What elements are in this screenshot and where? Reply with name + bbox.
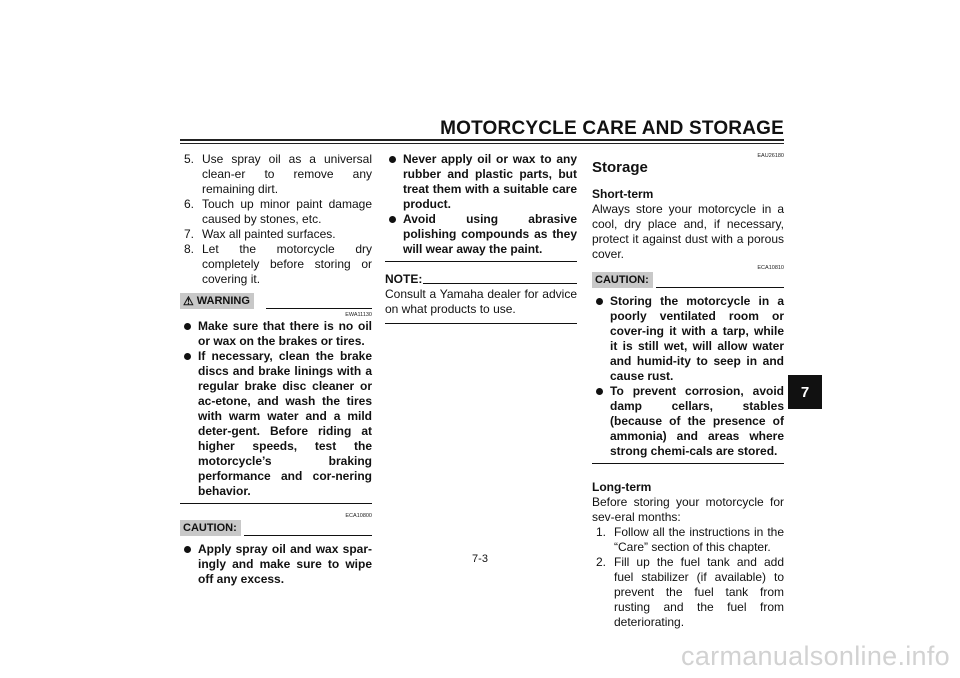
caution-item [385, 152, 577, 212]
caution-header [180, 520, 372, 538]
step-text: Fill up the fuel tank and add fuel stabilizer (if available) to prevent the fuel tank from rusting and the fuel from deteriorating. [614, 555, 784, 629]
caution-item-text: Never apply oil or wax to any rubber and plastic parts, but treat them with a suitable care product. [403, 152, 577, 211]
warning-label: WARNING [196, 295, 250, 307]
caution-badge [592, 272, 653, 288]
watermark: carmanualsonline.info [681, 641, 950, 671]
caution-item [180, 542, 372, 587]
caution-item-text: Apply spray oil and wax spar-ingly and make sure to wipe off any excess. [198, 542, 372, 586]
caution-header [592, 272, 784, 290]
note-text: Consult a Yamaha dealer for advice on what products to use. [385, 287, 577, 316]
step-text: Touch up minor paint damage caused by stones, etc. [202, 197, 372, 226]
step-text: Use spray oil as a universal clean-er to remove any remaining dirt. [202, 152, 372, 196]
chapter-tab: 7 [788, 375, 822, 409]
caution-box-bottom [592, 463, 784, 464]
bullet-icon [184, 323, 191, 330]
short-term-text: Always store your motorcycle in a cool, dry place and, if necessary, protect it against dust with a porous cover. [592, 202, 784, 261]
long-term-text: Before storing your motorcycle for sev-eral months: [592, 495, 784, 524]
caution-item [592, 294, 784, 384]
cleaning-steps [180, 152, 372, 287]
title-rule [180, 139, 784, 141]
bullet-icon [389, 216, 396, 223]
caution-item-text: Avoid using abrasive polishing compounds as they will wear away the paint. [403, 212, 577, 256]
caution-badge [180, 520, 241, 536]
caution-label: CAUTION: [595, 274, 649, 286]
warning-triangle-icon: ⚠ [183, 294, 194, 308]
warning-item-text: If necessary, clean the brake discs and brake linings with a regular brake disc cleaner or ac-etone, and wash the tires with warm water and a mild deter-gent. Before riding at higher speeds, test the motorcycle’s braking performance and cor-nering behavior. [198, 349, 372, 498]
column-right [592, 152, 784, 630]
section-code: EAU26180 [757, 153, 784, 159]
step-item [180, 242, 372, 287]
warning-item-text: Make sure that there is no oil or wax on the brakes or tires. [198, 319, 372, 348]
step-item [180, 227, 372, 242]
caution-box-bottom [385, 261, 577, 262]
step-text: Wax all painted surfaces. [202, 227, 336, 241]
warning-header [180, 293, 372, 311]
caution-item-text: To prevent corrosion, avoid damp cellars, stables (because of the presence of ammonia) and areas where strong chemi-cals are stored. [610, 384, 784, 458]
caution-rule [656, 287, 784, 288]
step-number: 8. [184, 242, 195, 256]
caution-item-text: Storing the motorcycle in a poorly ventilated room or cover-ing it with a tarp, while it is still wet, will allow water and humid-ity to seep in and cause rust. [610, 294, 784, 383]
bullet-icon [389, 156, 396, 163]
title-rule-thin [180, 143, 784, 144]
step-number: 5. [184, 152, 195, 166]
note-rule [423, 283, 577, 284]
column-middle [385, 152, 577, 324]
section-title: Storage [592, 159, 648, 176]
caution-code: ECA10810 [757, 265, 784, 271]
step-text: Follow all the instructions in the “Care” section of this chapter. [614, 525, 784, 554]
caution-rule [244, 535, 372, 536]
note-box-bottom [385, 323, 577, 324]
step-text: Let the motorcycle dry completely before storing or covering it. [202, 242, 372, 286]
caution-item [592, 384, 784, 459]
step-number: 6. [184, 197, 195, 211]
bullet-icon [184, 546, 191, 553]
step-number: 1. [596, 525, 607, 539]
bullet-icon [596, 388, 603, 395]
bullet-icon [184, 353, 191, 360]
warning-code: EWA11130 [345, 312, 372, 318]
bullet-icon [596, 298, 603, 305]
step-item [180, 152, 372, 197]
long-term-heading: Long-term [592, 480, 652, 494]
page-title: MOTORCYCLE CARE AND STORAGE [440, 118, 784, 139]
storage-steps [592, 525, 784, 630]
step-item [592, 555, 784, 630]
caution-code: ECA10800 [345, 513, 372, 519]
warning-item [180, 319, 372, 349]
note-label: NOTE: [385, 272, 423, 286]
note-header [385, 272, 577, 287]
warning-badge [180, 293, 254, 309]
warning-item [180, 349, 372, 499]
warning-rule [266, 308, 372, 309]
short-term-heading: Short-term [592, 187, 654, 201]
step-number: 2. [596, 555, 607, 569]
page-number: 7-3 [472, 553, 488, 565]
step-item [592, 525, 784, 555]
warning-box-bottom [180, 503, 372, 504]
step-item [180, 197, 372, 227]
caution-item [385, 212, 577, 257]
step-number: 7. [184, 227, 195, 241]
column-left [180, 152, 372, 587]
caution-label: CAUTION: [183, 522, 237, 534]
